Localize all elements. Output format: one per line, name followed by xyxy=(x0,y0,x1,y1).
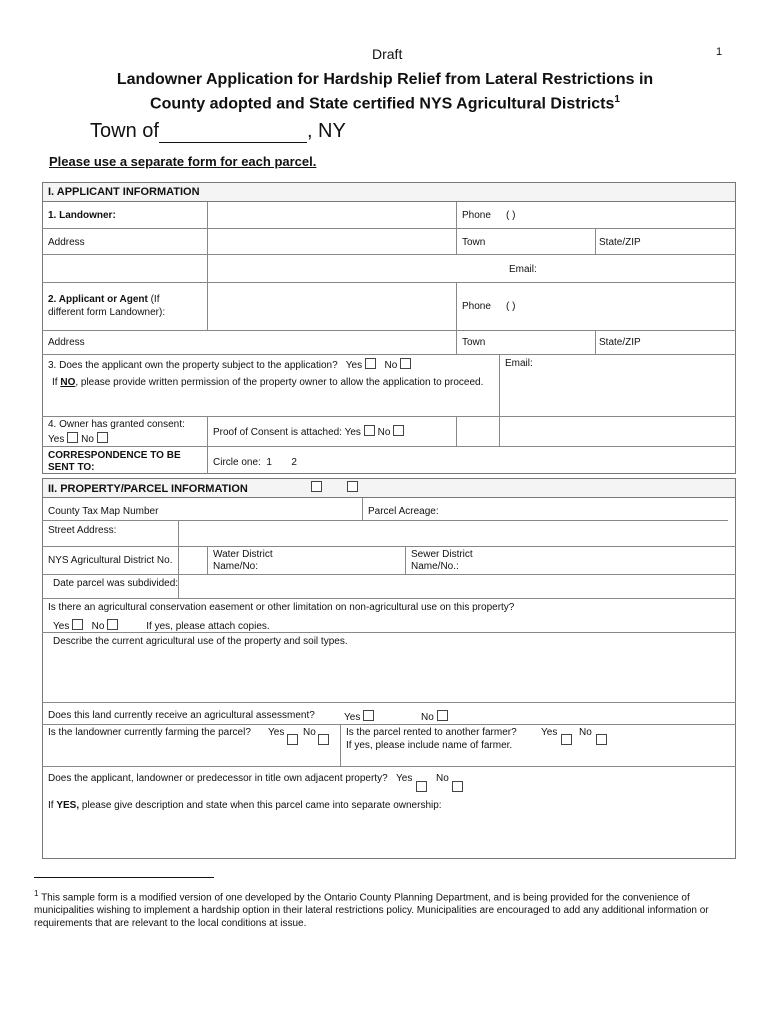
q3-email-label: Email: xyxy=(505,358,533,369)
if-yes-prefix: If xyxy=(48,800,57,811)
circle-one xyxy=(213,457,297,469)
assessment-no-checkbox[interactable] xyxy=(437,710,448,721)
q3-question xyxy=(48,358,411,372)
agent-state-zip-label: State/ZIP xyxy=(599,337,641,348)
adjacent-yes-label: Yes xyxy=(396,773,413,784)
footnote-text: This sample form is a modified version of one developed by the Ontario County Planning Department, and is being provided for the convenience of municipalities wishing to implement a hardship option in their lateral restrictions policy. Municipalities are encouraged to add any additional information or requirements that are relevant to the local conditions at issue. xyxy=(34,892,709,930)
agent-label xyxy=(48,294,160,306)
rented-question-line2: If yes, please include name of farmer. xyxy=(346,740,513,751)
landowner-town-label: Town xyxy=(462,237,486,248)
water-district-line2: Name/No: xyxy=(213,561,259,572)
rule xyxy=(362,498,363,520)
farming-no-label: No xyxy=(303,727,316,738)
rule xyxy=(42,546,736,547)
adjacent-question: Does the applicant, landowner or predecessor in title own adjacent property? xyxy=(48,773,388,784)
rented-yes-label: Yes xyxy=(541,727,558,738)
agent-phone-label: Phone xyxy=(462,301,491,312)
landowner-address-label: Address xyxy=(48,237,85,248)
proof-no-label: No xyxy=(377,427,391,438)
assessment-no xyxy=(421,710,448,724)
draft-label: Draft xyxy=(372,46,403,62)
rule xyxy=(42,416,736,417)
rented-no-checkbox[interactable] xyxy=(596,734,607,745)
rule xyxy=(499,354,500,416)
rule xyxy=(499,416,500,446)
rule xyxy=(340,724,341,766)
landowner-name-field[interactable] xyxy=(209,203,455,227)
agent-town-label: Town xyxy=(462,337,486,348)
rule xyxy=(42,228,736,229)
town-name-field[interactable] xyxy=(159,124,307,143)
rule xyxy=(456,282,457,354)
circle-option-2[interactable]: 2 xyxy=(291,457,297,468)
farming-question: Is the landowner currently farming the parcel? xyxy=(48,727,251,738)
landowner-phone-parens: ( ) xyxy=(506,210,516,221)
adjacent-yes-checkbox[interactable] xyxy=(416,781,427,792)
q4-consent-options xyxy=(48,432,108,446)
if-yes-rest: please give description and state when this parcel came into separate ownership: xyxy=(79,800,442,811)
proof-yes-label: Proof of Consent is attached: Yes xyxy=(213,427,361,438)
footnote xyxy=(34,887,734,930)
rule xyxy=(42,282,736,283)
agent-label-rest: (If xyxy=(147,294,160,305)
rented-question: Is the parcel rented to another farmer? xyxy=(346,727,517,738)
if-yes-instruction xyxy=(48,800,442,812)
if-no-prefix: If xyxy=(52,377,61,388)
adjacent-no-label: No xyxy=(436,773,449,784)
proof-no-checkbox[interactable] xyxy=(393,425,404,436)
easement-yes-checkbox[interactable] xyxy=(72,619,83,630)
title-line-1: Landowner Application for Hardship Relief from Lateral Restrictions in xyxy=(116,71,654,88)
correspondence-label-line1: CORRESPONDENCE TO BE xyxy=(48,450,181,461)
rule xyxy=(42,520,728,521)
rule xyxy=(207,202,208,282)
farming-no-checkbox[interactable] xyxy=(318,734,329,745)
easement-copies-note: If yes, please attach copies. xyxy=(146,621,270,632)
title-line-2-text: County adopted and State certified NYS Agricultural Districts xyxy=(150,95,615,113)
rule xyxy=(405,546,406,574)
rule xyxy=(595,330,596,354)
if-yes-bold: YES, xyxy=(56,800,80,811)
water-district-line1: Water District xyxy=(213,549,273,560)
easement-no-checkbox[interactable] xyxy=(107,619,118,630)
circle-option-1[interactable]: 1 xyxy=(266,457,272,468)
q3-yes-checkbox[interactable] xyxy=(365,358,376,369)
agent-address-label: Address xyxy=(48,337,85,348)
q3-text: 3. Does the applicant own the property subject to the application? xyxy=(48,360,338,371)
landowner-state-zip-label: State/ZIP xyxy=(599,237,641,248)
q4-consent-label: 4. Owner has granted consent: xyxy=(48,419,185,430)
parcel-acreage-label: Parcel Acreage: xyxy=(368,506,439,517)
easement-options xyxy=(53,619,270,633)
landowner-phone-label: Phone xyxy=(462,210,491,221)
header-checkbox-2[interactable] xyxy=(347,481,358,492)
rule xyxy=(178,520,179,598)
q3-no-checkbox[interactable] xyxy=(400,358,411,369)
sewer-district-line1: Sewer District xyxy=(411,549,473,560)
proof-yes-checkbox[interactable] xyxy=(364,425,375,436)
q4-no-label: No xyxy=(81,434,94,445)
rule xyxy=(207,282,208,330)
assessment-yes xyxy=(344,710,374,724)
rule xyxy=(595,228,596,254)
farming-yes-checkbox[interactable] xyxy=(287,734,298,745)
rule xyxy=(207,546,208,574)
town-line xyxy=(90,120,346,143)
assessment-question: Does this land currently receive an agricultural assessment? xyxy=(48,710,315,721)
agent-label-bold: 2. Applicant or Agent xyxy=(48,294,148,305)
footnote-divider xyxy=(34,877,214,878)
q4-yes-checkbox[interactable] xyxy=(67,432,78,443)
rule xyxy=(42,724,736,725)
rented-yes-checkbox[interactable] xyxy=(561,734,572,745)
agent-phone-parens: ( ) xyxy=(506,301,516,312)
agent-label-line2: different form Landowner): xyxy=(48,307,166,318)
rule xyxy=(42,574,736,575)
applicant-section-heading: I. APPLICANT INFORMATION xyxy=(48,186,200,198)
rule xyxy=(42,766,736,767)
assessment-no-label: No xyxy=(421,712,434,723)
q3-yes-label: Yes xyxy=(345,360,363,371)
rule xyxy=(456,416,457,446)
rule xyxy=(42,598,736,599)
circle-one-label: Circle one: xyxy=(213,457,261,468)
easement-no-label: No xyxy=(91,621,105,632)
q3-no-label: No xyxy=(384,360,398,371)
rule xyxy=(42,330,736,331)
farming-yes-label: Yes xyxy=(268,727,285,738)
landowner-email-label: Email: xyxy=(509,264,537,275)
rule xyxy=(42,446,736,447)
proof-of-consent xyxy=(213,425,404,439)
sewer-district-line2: Name/No.: xyxy=(411,561,459,572)
subdivided-label: Date parcel was subdivided: xyxy=(53,578,179,589)
if-no-bold: NO xyxy=(60,377,76,388)
separate-form-instruction: Please use a separate form for each parcel. xyxy=(49,154,317,169)
town-prefix: Town of xyxy=(90,120,159,142)
q4-no-checkbox[interactable] xyxy=(97,432,108,443)
rule xyxy=(42,702,736,703)
header-checkbox-1[interactable] xyxy=(311,481,322,492)
rule xyxy=(42,354,736,355)
describe-use-label: Describe the current agricultural use of the property and soil types. xyxy=(53,636,348,647)
page-title xyxy=(40,70,730,114)
easement-yes-label: Yes xyxy=(53,621,70,632)
property-section-heading: II. PROPERTY/PARCEL INFORMATION xyxy=(48,483,248,495)
rented-no-label: No xyxy=(579,727,592,738)
tax-map-label: County Tax Map Number xyxy=(48,506,159,517)
if-no-rest: , please provide written permission of the property owner to allow the application to proceed. xyxy=(75,377,484,388)
correspondence-label-line2: SENT TO: xyxy=(48,462,95,473)
rule xyxy=(207,416,208,474)
street-address-label: Street Address: xyxy=(48,525,117,536)
title-line-2 xyxy=(40,90,730,114)
rule xyxy=(42,254,736,255)
q4-yes-label: Yes xyxy=(48,434,65,445)
if-no-instruction xyxy=(52,377,483,389)
assessment-yes-label: Yes xyxy=(344,712,361,723)
easement-question: Is there an agricultural conservation easement or other limitation on non-agricultural use on this property? xyxy=(48,602,515,613)
ag-district-label: NYS Agricultural District No. xyxy=(48,555,173,566)
landowner-label: 1. Landowner: xyxy=(48,210,116,221)
town-suffix: , NY xyxy=(306,120,346,142)
footnote-marker: 1 xyxy=(34,889,39,898)
assessment-yes-checkbox[interactable] xyxy=(363,710,374,721)
rule xyxy=(456,202,457,254)
title-footnote-ref: 1 xyxy=(614,94,620,105)
page-number: 1 xyxy=(716,46,723,58)
adjacent-no-checkbox[interactable] xyxy=(452,781,463,792)
